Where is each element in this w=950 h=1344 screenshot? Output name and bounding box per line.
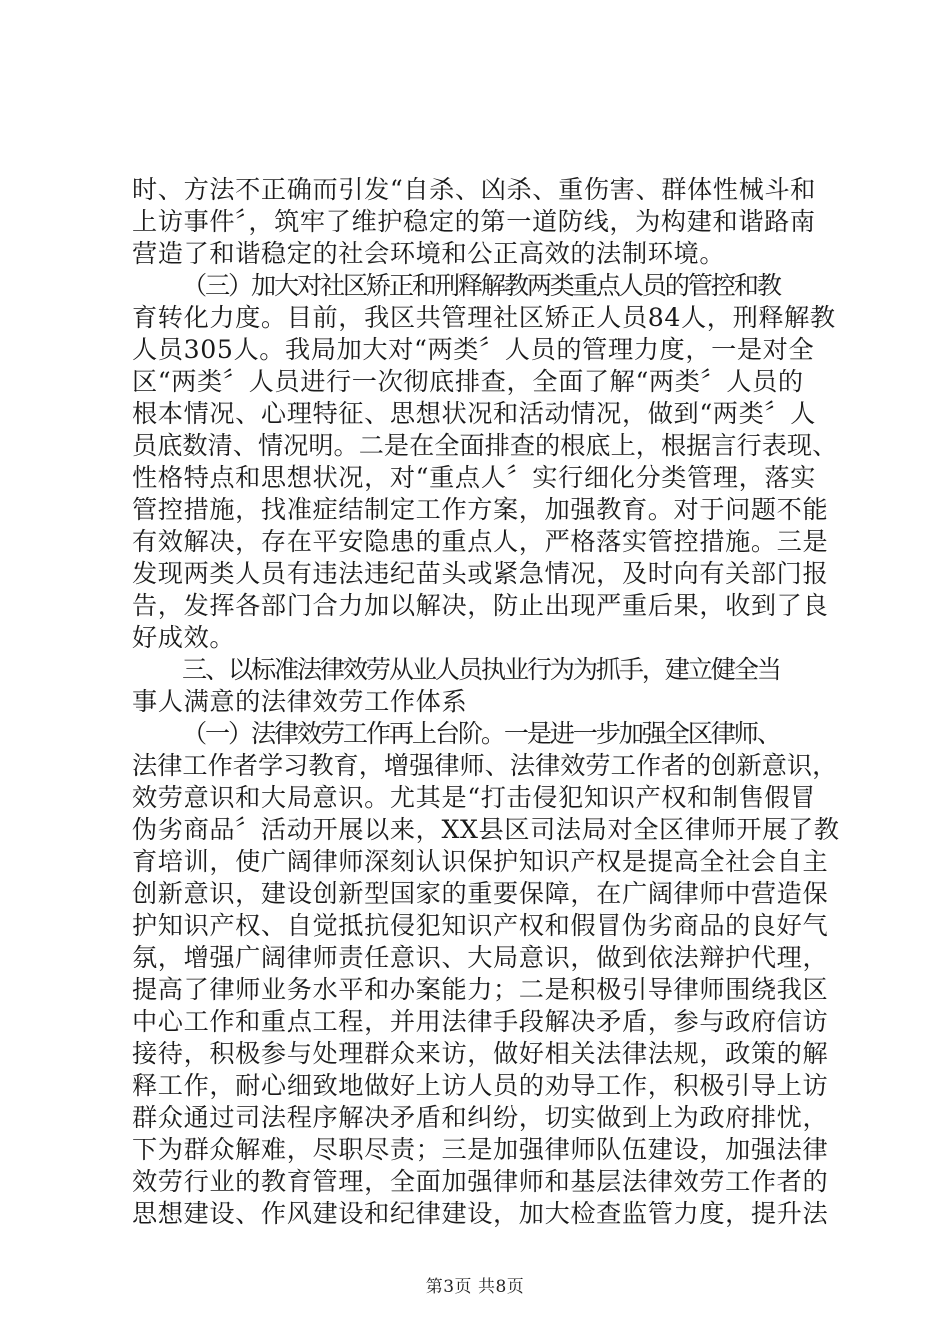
text-line: 群众通过司法程序解决矛盾和纠纷，切实做到上为政府排忧， xyxy=(132,1103,829,1132)
text-line: 性格特点和思想状况，对“重点人〞实行细化分类管理，落实 xyxy=(132,463,816,492)
page-footer: 第3页 共8页 xyxy=(425,1277,525,1297)
text-line: 发现两类人员有违法违纪苗头或紧急情况，及时向有关部门报 xyxy=(132,559,829,588)
text-line: 管控措施，找准症结制定工作方案，加强教育。对于问题不能 xyxy=(132,495,829,524)
text-line: 好成效。 xyxy=(132,623,236,652)
section-heading-line: 事人满意的法律效劳工作体系 xyxy=(132,687,468,716)
text-line: 育培训，使广阔律师深刻认识保护知识产权是提高全社会自主 xyxy=(132,847,829,876)
text-line: 提高了律师业务水平和办案能力；二是积极引导律师围绕我区 xyxy=(132,975,829,1004)
text-line: 人员305人。我局加大对“两类〞人员的管理力度，一是对全 xyxy=(132,335,815,364)
text-line: 接待，积极参与处理群众来访，做好相关法律法规，政策的解 xyxy=(132,1039,829,1068)
section-heading-line: 三、以标准法律效劳从业人员执业行为为抓手，建立健全当 xyxy=(182,655,780,684)
text-line: 创新意识，建设创新型国家的重要保障，在广阔律师中营造保 xyxy=(132,879,829,908)
text-line: 区“两类〞人员进行一次彻底排查，全面了解“两类〞人员的 xyxy=(132,367,804,396)
text-line: 伪劣商品〞活动开展以来，XX县区司法局对全区律师开展了教 xyxy=(132,815,840,844)
text-line: 思想建设、作风建设和纪律建设，加大检查监管力度，提升法 xyxy=(132,1199,829,1228)
text-line: 时、方法不正确而引发“自杀、凶杀、重伤害、群体性械斗和 xyxy=(132,175,816,204)
text-line: 营造了和谐稳定的社会环境和公正高效的法制环境。 xyxy=(132,239,726,268)
text-line: 释工作，耐心细致地做好上访人员的劝导工作，积极引导上访 xyxy=(132,1071,829,1100)
paragraph-start-line: （三）加大对社区矫正和刑释解教两类重点人员的管控和教 xyxy=(182,271,780,300)
text-line: 效劳意识和大局意识。尤其是“打击侵犯知识产权和制售假冒 xyxy=(132,783,816,812)
text-line: 下为群众解难，尽职尽责；三是加强律师队伍建设，加强法律 xyxy=(132,1135,829,1164)
text-line: 员底数清、情况明。二是在全面排查的根底上，根据言行表现、 xyxy=(132,431,838,460)
text-line: 护知识产权、自觉抵抗侵犯知识产权和假冒伪劣商品的良好气 xyxy=(132,911,829,940)
text-line: 法律工作者学习教育，增强律师、法律效劳工作者的创新意识， xyxy=(132,751,838,780)
text-line: 育转化力度。目前，我区共管理社区矫正人员84人，刑释解教 xyxy=(132,303,836,332)
text-line: 中心工作和重点工程，并用法律手段解决矛盾，参与政府信访 xyxy=(132,1007,829,1036)
text-line: 告，发挥各部门合力加以解决，防止出现严重后果，收到了良 xyxy=(132,591,829,620)
text-line: 有效解决，存在平安隐患的重点人，严格落实管控措施。三是 xyxy=(132,527,829,556)
text-line: 上访事件〞，筑牢了维护稳定的第一道防线，为构建和谐路南 xyxy=(132,207,816,236)
paragraph-start-line: （一）法律效劳工作再上台阶。一是进一步加强全区律师、 xyxy=(182,719,780,748)
text-line: 效劳行业的教育管理，全面加强律师和基层法律效劳工作者的 xyxy=(132,1167,829,1196)
text-line: 根本情况、心理特征、思想状况和活动情况，做到“两类〞人 xyxy=(132,399,816,428)
text-line: 氛，增强广阔律师责任意识、大局意识，做到依法辩护代理， xyxy=(132,943,829,972)
